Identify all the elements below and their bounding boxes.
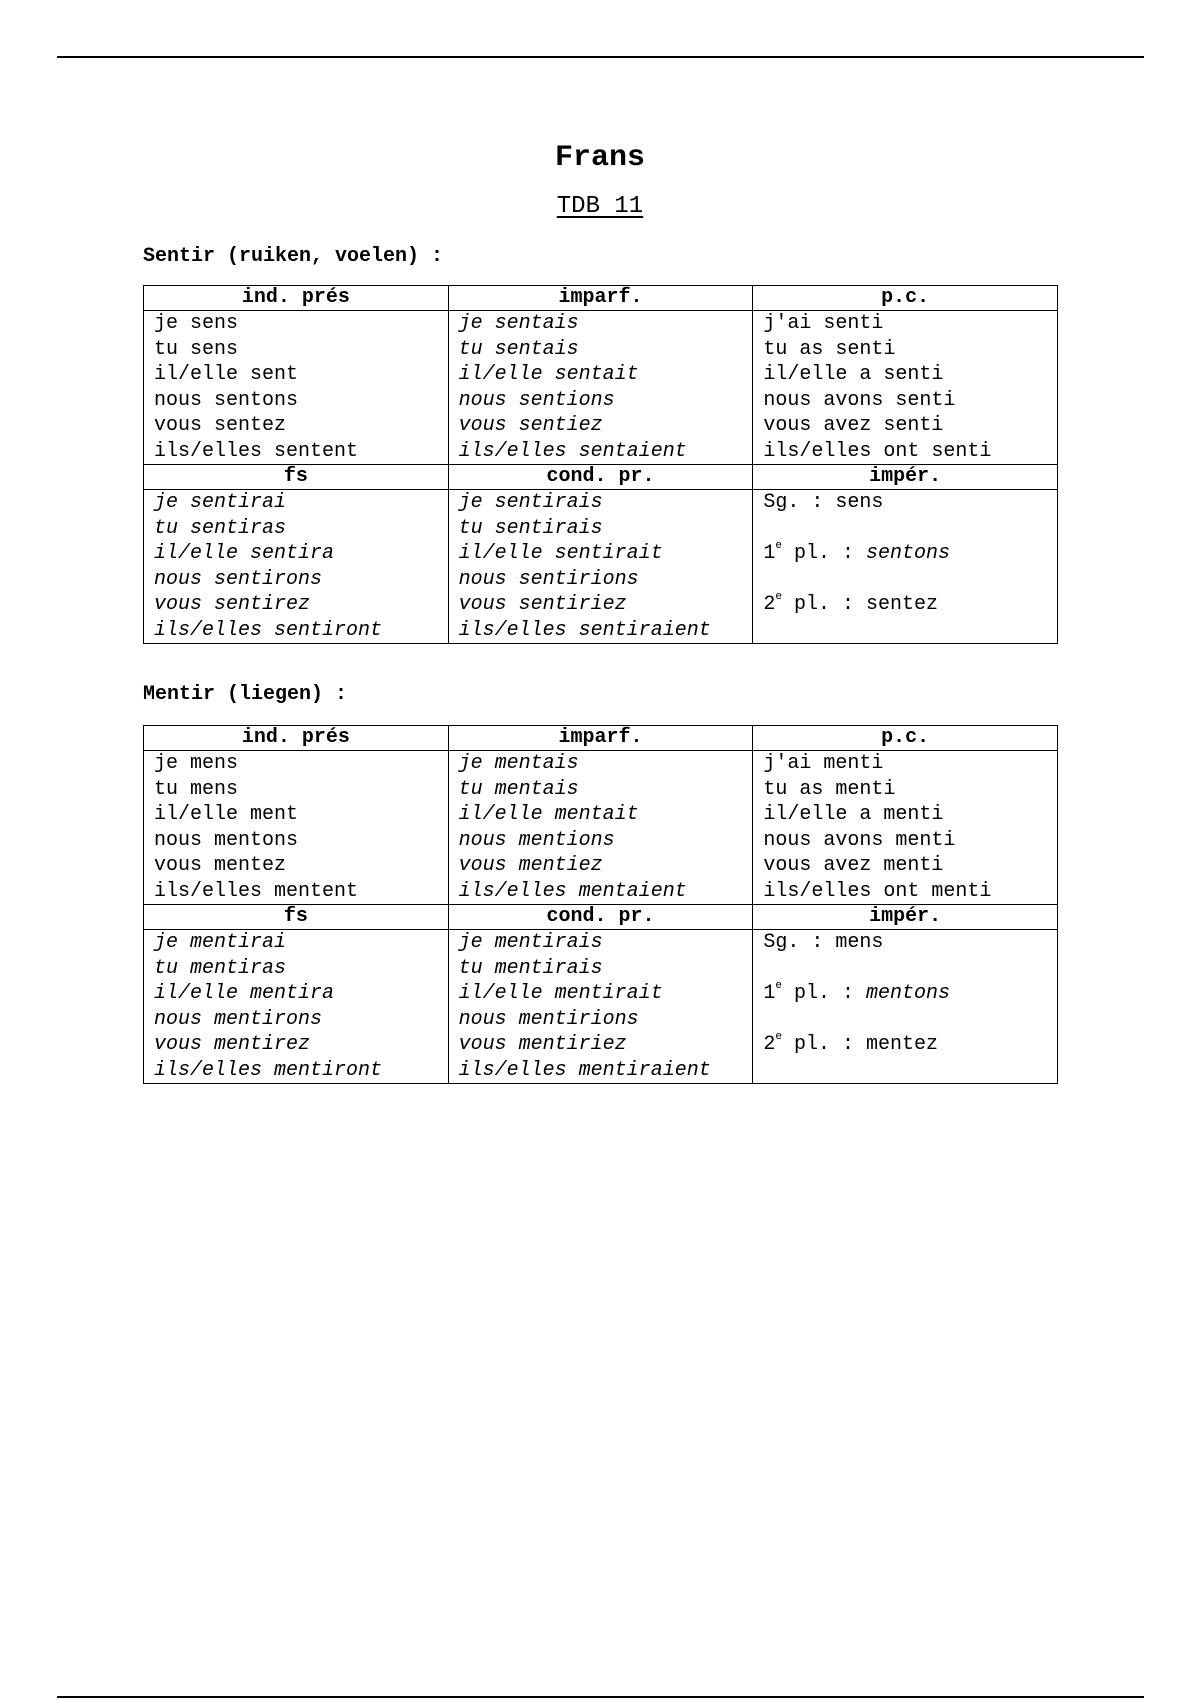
imper-pl1-ordinal: e (775, 980, 782, 992)
form-line: nous mentirions (458, 1007, 639, 1031)
page-subtitle (0, 193, 1200, 221)
table-header-row (144, 726, 1058, 751)
form-line: tu sens (154, 337, 239, 361)
form-line: vous avez senti (763, 414, 944, 437)
verb-heading-sentir: Sentir (ruiken, voelen) : (143, 245, 444, 268)
form-line: nous avons senti (763, 388, 956, 412)
header-cond-pr: cond. pr. (448, 905, 753, 930)
imper-pl2-form: sentez (865, 593, 938, 616)
cell-ind-pres (144, 751, 449, 905)
form-line: nous sentions (458, 388, 615, 412)
table-row (144, 311, 1058, 465)
form-line: nous sentons (154, 388, 299, 412)
table-header-row (144, 905, 1058, 930)
form-line: nous mentirons (154, 1007, 323, 1031)
cell-ind-pres (144, 311, 449, 465)
imper-pl2-ordinal: e (775, 591, 782, 603)
header-imparf: imparf. (448, 286, 753, 311)
form-line: je sentirai (154, 491, 287, 514)
form-line: nous mentions (458, 828, 615, 852)
footer-rule (57, 1696, 1144, 1698)
form-line: tu mentais (458, 777, 579, 801)
imper-pl1-ordinal: e (775, 540, 782, 552)
form-line: je mentirais (458, 931, 603, 954)
form-line: nous sentirions (458, 567, 639, 591)
imper-pl2-line (763, 1032, 1047, 1058)
form-line: nous mentons (154, 828, 299, 852)
form-line: j'ai senti (763, 312, 884, 335)
imper-pl2-ordinal: e (775, 1031, 782, 1043)
imper-pl2-label: pl. : (781, 1033, 866, 1056)
spacer-line (763, 1007, 1047, 1033)
imper-pl1-label: pl. : (781, 982, 866, 1005)
table-header-row (144, 286, 1058, 311)
cell-pc (753, 751, 1058, 905)
form-line: tu sentais (458, 337, 579, 361)
form-line: il/elle ment (154, 803, 299, 826)
imper-pl1-label: pl. : (781, 542, 866, 565)
form-line: vous mentiez (458, 854, 603, 877)
page-title: Frans (554, 141, 645, 175)
cell-cond-pr (448, 490, 753, 644)
form-line: ils/elles mentiront (154, 1058, 383, 1082)
form-line: tu mens (154, 777, 239, 801)
header-fs: fs (144, 905, 449, 930)
table-row (144, 930, 1058, 1084)
imper-pl1-line (763, 981, 1047, 1007)
spacer-line (763, 618, 1047, 644)
imper-sg-form: sens (835, 491, 884, 514)
conjugation-table-sentir (143, 285, 1058, 644)
imper-pl2-num: 2 (763, 1033, 776, 1056)
form-line: vous sentez (154, 414, 287, 437)
form-line: ils/elles sentiraient (458, 618, 711, 642)
form-line: je sens (154, 312, 239, 335)
header-imper: impér. (753, 465, 1058, 490)
form-line: il/elle a senti (763, 363, 944, 386)
form-line: je mentais (458, 752, 579, 775)
cell-cond-pr (448, 930, 753, 1084)
form-line: ils/elles sentiront (154, 618, 383, 642)
form-line: il/elle mentait (458, 803, 639, 826)
imper-pl2-line (763, 592, 1047, 618)
cell-imper (753, 930, 1058, 1084)
imper-sg-line (763, 930, 1047, 956)
form-line: tu as senti (763, 337, 896, 361)
header-imper: impér. (753, 905, 1058, 930)
form-line: il/elle sentait (458, 363, 639, 386)
table-row (144, 751, 1058, 905)
cell-imparf (448, 751, 753, 905)
form-line: nous avons menti (763, 828, 956, 852)
header-ind-pres: ind. prés (144, 286, 449, 311)
imper-sg-label: Sg. : (763, 931, 836, 954)
imper-pl2-num: 2 (763, 593, 776, 616)
conjugation-table-mentir (143, 725, 1058, 1084)
imper-pl1-form: sentons (865, 542, 950, 565)
form-line: je mentirai (154, 931, 287, 954)
cell-fs (144, 490, 449, 644)
imper-pl1-form: mentons (865, 982, 950, 1005)
cell-fs (144, 930, 449, 1084)
table-header-row (144, 465, 1058, 490)
cell-imparf (448, 311, 753, 465)
form-line: ils/elles sentent (154, 439, 359, 463)
form-line: vous sentiez (458, 414, 603, 437)
verb-heading-mentir: Mentir (liegen) : (143, 683, 348, 706)
form-line: vous mentez (154, 854, 287, 877)
form-line: vous mentiriez (458, 1033, 627, 1056)
header-pc: p.c. (753, 726, 1058, 751)
header-fs: fs (144, 465, 449, 490)
imper-sg-label: Sg. : (763, 491, 836, 514)
form-line: ils/elles mentaient (458, 879, 687, 903)
imper-sg-form: mens (835, 931, 884, 954)
imper-pl2-form: mentez (865, 1033, 938, 1056)
form-line: il/elle sentirait (458, 542, 663, 565)
form-line: ils/elles ont senti (763, 439, 992, 463)
imper-pl2-label: pl. : (781, 593, 866, 616)
subtitle-text: TDB 11 (556, 193, 644, 220)
imper-pl1-num: 1 (763, 982, 776, 1005)
form-line: je sentais (458, 312, 579, 335)
form-line: je sentirais (458, 491, 603, 514)
form-line: il/elle sentira (154, 542, 335, 565)
form-line: tu mentiras (154, 956, 287, 980)
cell-imper (753, 490, 1058, 644)
form-line: il/elle sent (154, 363, 299, 386)
form-line: je mens (154, 752, 239, 775)
spacer-line (763, 956, 1047, 982)
form-line: ils/elles sentaient (458, 439, 687, 463)
spacer-line (763, 516, 1047, 542)
form-line: vous mentirez (154, 1033, 311, 1056)
form-line: ils/elles mentiraient (458, 1058, 711, 1082)
form-line: j'ai menti (763, 752, 884, 775)
form-line: ils/elles mentent (154, 879, 359, 903)
form-line: vous sentirez (154, 593, 311, 616)
imper-pl1-line (763, 541, 1047, 567)
cell-pc (753, 311, 1058, 465)
form-line: tu mentirais (458, 956, 603, 980)
table-row (144, 490, 1058, 644)
header-pc: p.c. (753, 286, 1058, 311)
form-line: tu as menti (763, 777, 896, 801)
form-line: tu sentirais (458, 516, 603, 540)
spacer-line (763, 1058, 1047, 1084)
form-line: il/elle mentirait (458, 982, 663, 1005)
header-rule (57, 56, 1144, 58)
form-line: il/elle a menti (763, 803, 944, 826)
form-line: il/elle mentira (154, 982, 335, 1005)
form-line: ils/elles ont menti (763, 879, 992, 903)
form-line: nous sentirons (154, 567, 323, 591)
imper-pl1-num: 1 (763, 542, 776, 565)
header-ind-pres: ind. prés (144, 726, 449, 751)
form-line: vous avez menti (763, 854, 944, 877)
imper-sg-line (763, 490, 1047, 516)
header-imparf: imparf. (448, 726, 753, 751)
spacer-line (763, 567, 1047, 593)
form-line: vous sentiriez (458, 593, 627, 616)
header-cond-pr: cond. pr. (448, 465, 753, 490)
form-line: tu sentiras (154, 516, 287, 540)
